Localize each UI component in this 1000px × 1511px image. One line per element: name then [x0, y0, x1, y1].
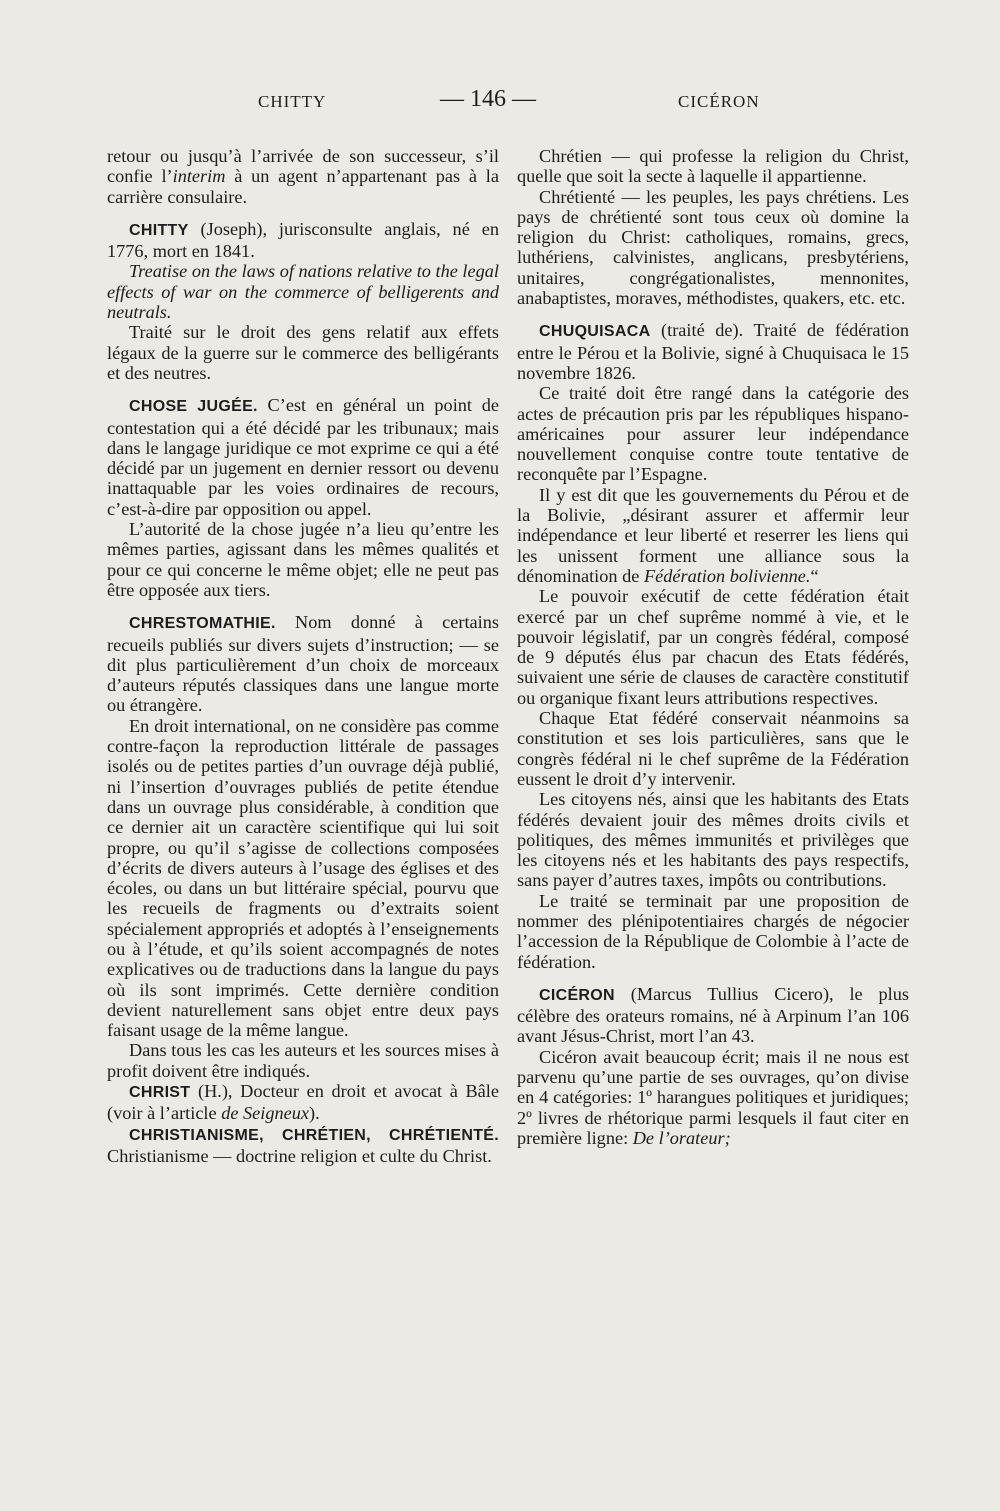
entry-ciceron — [517, 984, 909, 1047]
text: C’est en général un point de contestation qui a été décidé par les tribunaux; mais dans le langage juridique ce mot exprime ce qui a été décidé par un jugement en dernier ressort ou devenu inattaquable par les voies ordinaires de recours, c’est-à-dire par opposition ou appel. — [107, 395, 499, 519]
italic-text: Fédération bolivienne. — [643, 565, 811, 586]
paragraph — [517, 1047, 909, 1148]
paragraph: En droit international, on ne considère pas comme contre-façon la reproduction littérale de passages isolés ou de petites parties d’un ouvrage déjà publié, ni l’insertion d’ouvrages publiés de petite étendue dans un ouvrage plus considérable, à condition que ce dernier ait un caractère scientifique qui lui soit propre, ou qu’il s’agisse de collections composées d’écrits de divers auteurs à l’usage des églises et des écoles, ou dans un but littéraire spécial, pourvu que les recueils de fragments ou d’extraits soient spécialement appropriés et adoptés à l’enseignements ou à l’étude, et qu’ils soient accompagnés de notes explicatives ou de traductions dans la langue du pays où ils sont imprimés. Cette dernière condition devient naturellement sans objet entre deux pays faisant usage de la même langue. — [107, 715, 499, 1041]
entry-christ — [107, 1081, 499, 1124]
paragraph — [517, 485, 909, 586]
entry-headword: CICÉRON — [539, 986, 615, 1004]
entry-headword: CHRISTIANISME, CHRÉTIEN, CHRÉTIENTÉ. — [129, 1126, 499, 1144]
paragraph: L’autorité de la chose jugée n’a lieu qu’entre les mêmes parties, agissant dans les mêmes qualités et pour ce qui concerne le même objet; elle ne peut pas être opposée aux tiers. — [107, 519, 499, 600]
text: Nom donné à certains recueils publiés sur divers sujets d’instruction; — se dit plus particulièrement d’un choix de morceaux d’auteurs réputés classiques dans une langue morte ou étrangère. — [107, 612, 499, 716]
text: Il y est dit que les gouvernements du Pérou et de la Bolivie, „désirant assurer et affermir leur indépendance et leur liberté et reserrer les liens qui les unissent forment une alliance sous la dénomination de — [517, 484, 909, 586]
entry-headword: CHOSE JUGÉE. — [129, 398, 258, 416]
italic-text: interim — [172, 166, 226, 187]
italic-text: de Seigneux — [221, 1103, 310, 1124]
paragraph: Dans tous les cas les auteurs et les sources mises à profit doivent être indiqués. — [107, 1040, 499, 1081]
right-column — [517, 146, 909, 1148]
paragraph — [107, 261, 499, 322]
entry-chitty — [107, 219, 499, 262]
entry-christianisme — [107, 1124, 499, 1167]
entry-chose-jugee — [107, 395, 499, 519]
entry-headword: CHITTY — [129, 221, 189, 239]
text: Cicéron avait beaucoup écrit; mais il ne nous est parvenu qu’une partie de ses ouvrages, qu’on divise en 4 catégories: 1º harangues politiques et juridiques; 2º livres de rhétorique parmi lesquels il faut citer en première ligne: — [517, 1046, 909, 1148]
paragraph: Le traité se terminait par une proposition de nommer des plénipotentiaires chargés de négocier l’accession de la République de Colombie à l’acte de fédération. — [517, 890, 909, 972]
left-column — [107, 146, 499, 1166]
text: (Marcus Tullius Cicero), le plus célèbre des orateurs romains, né à Arpinum l’an 106 avant Jésus-Christ, mort l’an 43. — [517, 983, 909, 1047]
text: (traité de). Traité de fédération entre le Pérou et la Bolivie, signé à Chuquisaca le 15 novembre 1826. — [517, 320, 909, 383]
entry-headword: CHUQUISACA — [539, 323, 651, 341]
running-header — [0, 86, 1000, 116]
italic-text: Treatise on the laws of nations relative to the legal effects of war on the commerce of belligerents and neutrals. — [107, 261, 499, 323]
page-number: — 146 — — [440, 86, 536, 112]
paragraph: Le pouvoir exécutif de cette fédération était exercé par un chef suprême nommé à vie, et le pouvoir législatif, par un congrès fédéral, composé de 9 députés élus par chacun des Etats fédérés, suivaient une série de clauses de caractère constitutif ou organique fixant leurs attributions respectives. — [517, 586, 909, 708]
text: (H.), Docteur en droit et avocat à Bâle (voir à l’article — [107, 1081, 499, 1124]
header-right-keyword: CICÉRON — [678, 92, 760, 111]
entry-headword: CHRESTOMATHIE. — [129, 615, 276, 633]
text: à un agent n’appartenant pas à la carrière consulaire. — [107, 166, 499, 207]
entry-headword: CHRIST — [129, 1084, 191, 1102]
paragraph — [107, 146, 499, 207]
text: “ — [810, 565, 819, 586]
entry-chrestomathie — [107, 612, 499, 715]
entry-chuquisaca — [517, 320, 909, 383]
header-left-keyword: CHITTY — [258, 92, 327, 111]
paragraph: Les citoyens nés, ainsi que les habitants des Etats fédérés devaient jouir des mêmes droits civils et politiques, des mêmes immunités et privilèges que les citoyens nés et les habitants des pays respectifs, sans payer d’autres taxes, impôts ou contributions. — [517, 789, 909, 891]
paragraph: Ce traité doit être rangé dans la catégorie des actes de précaution pris par les républiques hispano-américaines pour assurer leur indépendance nouvellement conquise contre toute tentative de reconquête par l’Espagne. — [517, 383, 909, 485]
italic-text: De l’orateur; — [632, 1127, 731, 1148]
paragraph: Chrétienté — les peuples, les pays chrétiens. Les pays de chrétienté sont tous ceux où domine la religion du Christ: catholiques, romains, grecs, luthériens, calvinistes, anglicans, presbytériens, unitaires, congrégationalistes, mennonites, anabaptistes, moraves, méthodistes, quakers, etc. etc. — [517, 186, 909, 309]
paragraph: Traité sur le droit des gens relatif aux effets légaux de la guerre sur le commerce des belligérants et des neutres. — [107, 322, 499, 383]
paragraph: Chaque Etat fédéré conservait néanmoins sa constitution et ses lois particulières, sans que le congrès fédéral ni le chef suprême de la Fédération eussent le droit d’y intervenir. — [517, 708, 909, 789]
text: (Joseph), jurisconsulte anglais, né en 1776, mort en 1841. — [107, 218, 499, 262]
text: retour ou jusqu’à l’arrivée de son successeur, s’il confie l’ — [107, 146, 499, 187]
paragraph: Chrétien — qui professe la religion du Christ, quelle que soit la secte à laquelle il appartienne. — [517, 146, 909, 187]
text: Christianisme — doctrine religion et culte du Christ. — [107, 1145, 492, 1166]
text: ). — [309, 1103, 320, 1124]
